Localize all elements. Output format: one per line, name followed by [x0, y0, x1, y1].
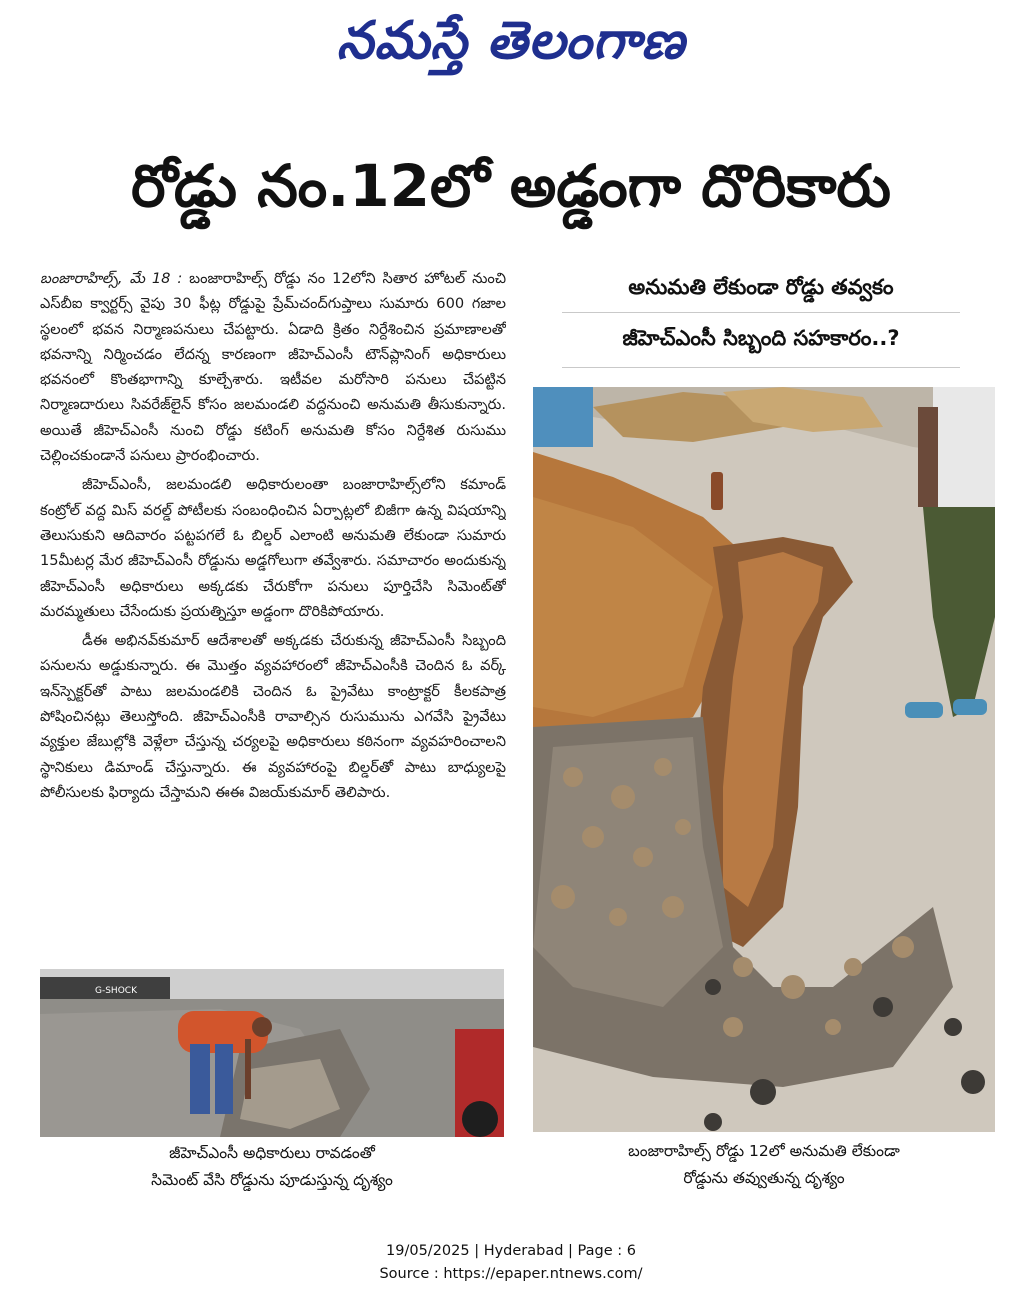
photo-road-excavation	[533, 387, 995, 1132]
dateline: బంజారాహిల్స్, మే 18 :	[40, 270, 183, 287]
subheads	[562, 262, 960, 368]
footer-source: Source : https://epaper.ntnews.com/	[379, 1266, 643, 1282]
divider	[562, 367, 960, 368]
footer-date-edition: 19/05/2025 | Hyderabad | Page : 6	[386, 1243, 636, 1259]
subhead-2: జీహెచ్ఎంసీ సిబ్బంది సహకారం..?	[562, 312, 960, 363]
caption-line: జీహెచ్ఎంసీ అధికారులు రావడంతో	[169, 1144, 375, 1162]
article-body	[40, 266, 506, 962]
caption-line: రోడ్డును తవ్వుతున్న దృశ్యం	[683, 1169, 845, 1187]
caption-line: బంజారాహిల్స్ రోడ్డు 12లో అనుమతి లేకుండా	[628, 1142, 900, 1160]
headline: రోడ్డు నం.12లో అడ్డంగా దొరికారు	[131, 152, 891, 220]
sign-text: G-SHOCK	[95, 986, 137, 996]
article-paragraph	[40, 266, 506, 468]
article-paragraph: డీఈ అభినవ్‌కుమార్ ఆదేశాలతో అక్కడకు చేరుకున్న జీహెచ్ఎంసీ సిబ్బంది పనులను అడ్డుకున్నారు. ఈ మొత్తం వ్యవహారంలో జీహెచ్ఎంసీకి చెందిన ఓ వర్క్ ఇన్‌స్పెక్టర్‌తో పాటు జలమండలికి చెందిన ఓ ప్రైవేటు కాంట్రాక్టర్ కీలకపాత్ర పోషించినట్లు తెలుస్తోంది. జీహెచ్ఎంసీకి రావాల్సిన రుసుమును ఎగవేసి ప్రైవేటు వ్యక్తుల జేబుల్లోకి వెళ్లేలా చేస్తున్న చర్యలపై అధికారులు కఠినంగా వ్యవహరించాలని స్థానికులు డిమాండ్ చేస్తున్నారు. ఈ వ్యవహారంపై బిల్డర్‌తో పాటు బాధ్యులపై పోలీసులకు ఫిర్యాదు చేస్తామని ఈఈ విజయ్‌కుమార్ తెలిపారు.	[40, 632, 506, 801]
caption-large-photo	[533, 1138, 995, 1192]
photo-cement-repair	[40, 969, 504, 1137]
masthead-logo: నమస్తే తెలంగాణ	[336, 10, 686, 71]
paragraph-text: బంజారాహిల్స్ రోడ్డు నం 12లోని సితార హోటల్ నుంచి ఎస్‌బీఐ క్వార్టర్స్ వైపు 30 ఫీట్ల రోడ్డుపై ప్రేమ్‌చంద్‌గుప్తాలు సుమారు 600 గజాల స్థలంలో భవన నిర్మాణపనులు చేపట్టారు. ఏడాది క్రితం నిర్దేశించిన ప్రమాణాలతో భవనాన్ని నిర్మించడం లేదన్న కారణంగా జీహెచ్ఎంసీ టౌన్‌ప్లానింగ్ అధికారులు భవనంలో కొంతభాగాన్ని కూల్చేశారు. ఇటీవల మరోసారి పనులు చేపట్టిన నిర్మాణదారులు సివరేజ్‌లైన్ కోసం జలమండలి వద్దనుంచి అనుమతి తీసుకున్నారు. అయితే జీహెచ్ఎంసీ నుంచి రోడ్డు కటింగ్ అనుమతి కోసం నిర్దేశిత రుసుము చెల్లించకుండానే పనులు ప్రారంభించారు.	[40, 270, 506, 465]
article-paragraph: జీహెచ్ఎంసీ, జలమండలి అధికారులంతా బంజారాహిల్స్‌లోని కమాండ్ కంట్రోల్ వద్ద మిస్ వరల్డ్ పోటీలకు సంబంధించిన ఏర్పాట్లలో బిజీగా ఉన్న విషయాన్ని తెలుసుకుని ఆదివారం పట్టపగలే ఓ బిల్డర్ ఎలాంటి అనుమతి లేకుండా సుమారు 15మీటర్ల మేర జీహెచ్ఎంసీ రోడ్డును అడ్డగోలుగా తవ్వేశారు. సమాచారం అందుకున్న జీహెచ్ఎంసీ అధికారులు అక్కడకు చేరుకోగా పనులు పూర్తిచేసి సిమెంట్‌తో మరమ్మతులు చేసేందుకు ప్రయత్నిస్తూ అడ్డంగా దొరికిపోయారు.	[40, 476, 506, 620]
subhead-1: అనుమతి లేకుండా రోడ్డు తవ్వకం	[628, 275, 894, 299]
photo-cement-repair-image	[40, 969, 504, 1137]
photo-road-excavation-image	[533, 387, 995, 1132]
footer	[0, 1240, 1022, 1286]
caption-line: సిమెంట్ వేసి రోడ్డును పూడుస్తున్న దృశ్యం	[151, 1171, 393, 1189]
caption-small-photo	[40, 1140, 504, 1194]
